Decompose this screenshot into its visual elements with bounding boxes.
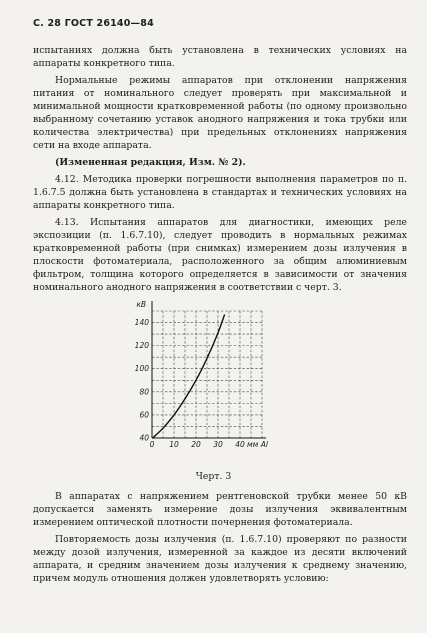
paragraph-voltage-note: В аппаратах с напряжением рентгеновской трубки менее 50 кВ допускается заменять измерение дозы излучения эквивалентным измерением оптической плотности почернения фотоматериала.: [33, 491, 407, 528]
y-tick-label: 60: [139, 410, 149, 420]
x-tick-label: 40: [235, 440, 245, 449]
y-tick-label: 120: [134, 341, 149, 351]
paragraph-continuation: испытаниях должна быть установлена в технических условиях на аппараты конкретного типа.: [33, 45, 407, 69]
x-tick-label: 0: [149, 440, 155, 449]
text-block-bottom: [33, 490, 407, 585]
paragraph-4-12: 4.12. Методика проверки погрешности выполнения параметров по п. 1.6.7.5 должна быть установлена в стандартах и технических условиях на аппараты конкретного типа.: [33, 174, 407, 211]
y-tick-label: 80: [139, 387, 149, 397]
figure-caption: Черт. 3: [195, 471, 232, 482]
y-axis-unit: кВ: [136, 300, 146, 309]
paragraph-repeatability: Повторяемость дозы излучения (п. 1.6.7.10) проверяют по разности между дозой излучения, измеренной за каждое из десяти включений аппарата, и средним значением дозы излучения к среднему значению, причем модуль отношения должен удовлетворять условию:: [33, 534, 407, 584]
series-line: [153, 315, 225, 439]
x-tick-label: 20: [191, 440, 201, 449]
y-tick-label: 140: [134, 318, 149, 328]
x-axis-unit: мм Al: [247, 440, 268, 449]
paragraph-4-13: 4.13. Испытания аппаратов для диагностики, имеющих реле экспозиции (п. 1.6.7.10), следует проводить в нормальных режимах кратковременной работы (при снимках) измерением дозы излучения в плоскости фотоматериала, расположенного за общим алюминиевым фильтром, толщина которого определяется в зависимости от значения номинального анодного напряжения в соответствии с черт. 3.: [33, 217, 407, 293]
x-tick-label: 30: [213, 440, 223, 449]
page-header: С. 28 ГОСТ 26140—84: [33, 18, 154, 29]
y-tick-label: 40: [139, 433, 149, 443]
y-tick-label: 100: [134, 364, 149, 374]
x-tick-label: 10: [169, 440, 179, 449]
paragraph-normal-modes: Нормальные режимы аппаратов при отклонении напряжения питания от номинального следует проверять при максимальной и минимальной мощности кратковременной работы (по одному произвольно выбранному сочетанию уставок анодного напряжения и тока трубки или количества электричества) при предельных отклонениях напряжения сети на входе аппарата.: [33, 75, 407, 151]
paragraph-amendment-note: (Измененная редакция, Изм. № 2).: [55, 157, 246, 168]
